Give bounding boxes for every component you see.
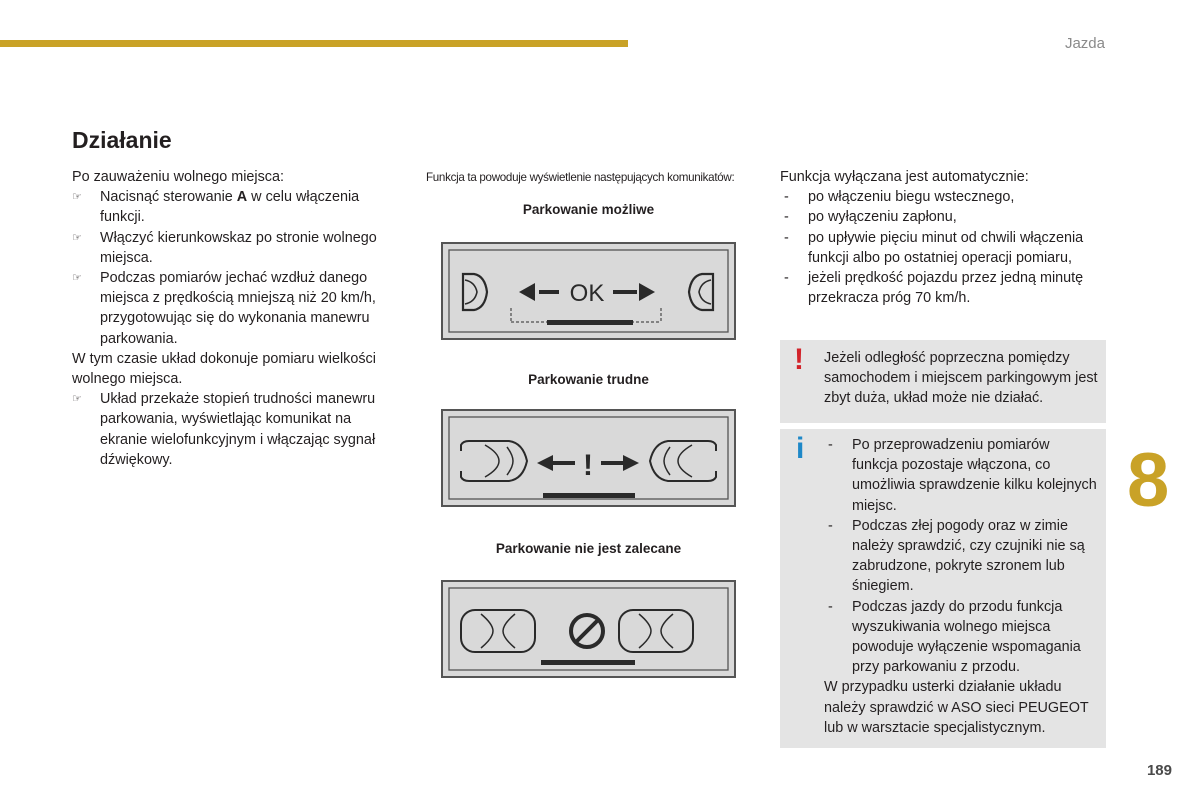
procedure-step: ☞ Włączyć kierunkowskaz po stronie wolnego miejsca.: [72, 229, 377, 266]
header-accent-bar: [0, 40, 628, 47]
warning-box: [780, 340, 1106, 423]
page-number: 189: [1146, 762, 1172, 779]
auto-off-item: - po wyłączeniu zapłonu,: [784, 209, 957, 226]
procedure-note: W tym czasie układ dokonuje pomiaru wielkości wolnego miejsca.: [72, 350, 376, 388]
chapter-number: 8: [1127, 438, 1170, 523]
procedure-step: ☞ Podczas pomiarów jechać wzdłuż danego miejsca z prędkością mniejszą niż 20 km/h, przygotowując się do wykonania manewru parkowania.: [72, 270, 376, 347]
auto-off-item: - jeżeli prędkość pojazdu przez jedną minutę przekracza próg 70 km/h.: [784, 270, 1084, 307]
caption-parking-difficult: Parkowanie trudne: [528, 372, 649, 387]
procedure-step: ☞ Układ przekaże stopień trudności manewru parkowania, wyświetlając komunikat na ekranie wielofunkcyjnym i włączając sygnał dźwiękowy.: [72, 391, 376, 468]
hand-pointer-icon: ☞: [72, 191, 82, 204]
section-title: Jazda: [1064, 35, 1105, 52]
hand-pointer-icon: ☞: [72, 393, 82, 406]
warning-icon: !: [794, 343, 804, 376]
info-item: - Po przeprowadzeniu pomiarów funkcja pozostaje włączona, co umożliwia sprawdzenie kilku kolejnych miejsc.: [828, 437, 1097, 514]
ok-label: OK: [569, 280, 605, 307]
display-parking-not-recommended: [441, 580, 736, 678]
info-item: - Podczas złej pogody oraz w zimie należy sprawdzić, czy czujniki nie są zabrudzone, pokryte szronem lub śniegiem.: [828, 517, 1085, 595]
display-parking-possible: [441, 242, 736, 340]
display-parking-difficult: [441, 409, 736, 507]
info-item: - Podczas jazdy do przodu funkcja wyszukiwania wolnego miejsca powoduje wyłączenie wspomagania przy parkowaniu z przodu.: [828, 598, 1081, 676]
warning-text: Jeżeli odległość poprzeczna pomiędzy samochodem i miejscem parkingowym jest zbyt duża, układ może nie działać.: [824, 350, 1098, 407]
procedure-step: ☞ Nacisnąć sterowanie A w celu włączenia funkcji.: [72, 189, 360, 226]
auto-off-column: [780, 167, 1110, 308]
caption-parking-not-recommended: Parkowanie nie jest zalecane: [495, 541, 682, 556]
info-box: [780, 429, 1106, 748]
hand-pointer-icon: ☞: [72, 272, 82, 285]
messages-intro: Funkcja ta powoduje wyświetlenie następujących komunikatów:: [426, 171, 735, 184]
caption-parking-possible: Parkowanie możliwe: [522, 202, 655, 217]
procedure-column: [72, 167, 402, 470]
procedure-intro: Po zauważeniu wolnego miejsca:: [72, 169, 284, 185]
exclamation-icon: !: [583, 449, 593, 482]
page-title: Działanie: [72, 127, 172, 153]
auto-off-intro: Funkcja wyłączana jest automatycznie:: [780, 169, 1029, 185]
auto-off-item: - po włączeniu biegu wstecznego,: [784, 189, 1015, 206]
hand-pointer-icon: ☞: [72, 231, 82, 244]
info-footer: W przypadku usterki działanie układu należy sprawdzić w ASO sieci PEUGEOT lub w warsztacie specjalistycznym.: [824, 679, 1089, 736]
info-icon: i: [796, 432, 805, 465]
control-key: A: [236, 189, 248, 206]
info-text: [824, 435, 1099, 738]
auto-off-item: - po upływie pięciu minut od chwili włączenia funkcji albo po ostatniej operacji pomiaru,: [784, 229, 1084, 266]
